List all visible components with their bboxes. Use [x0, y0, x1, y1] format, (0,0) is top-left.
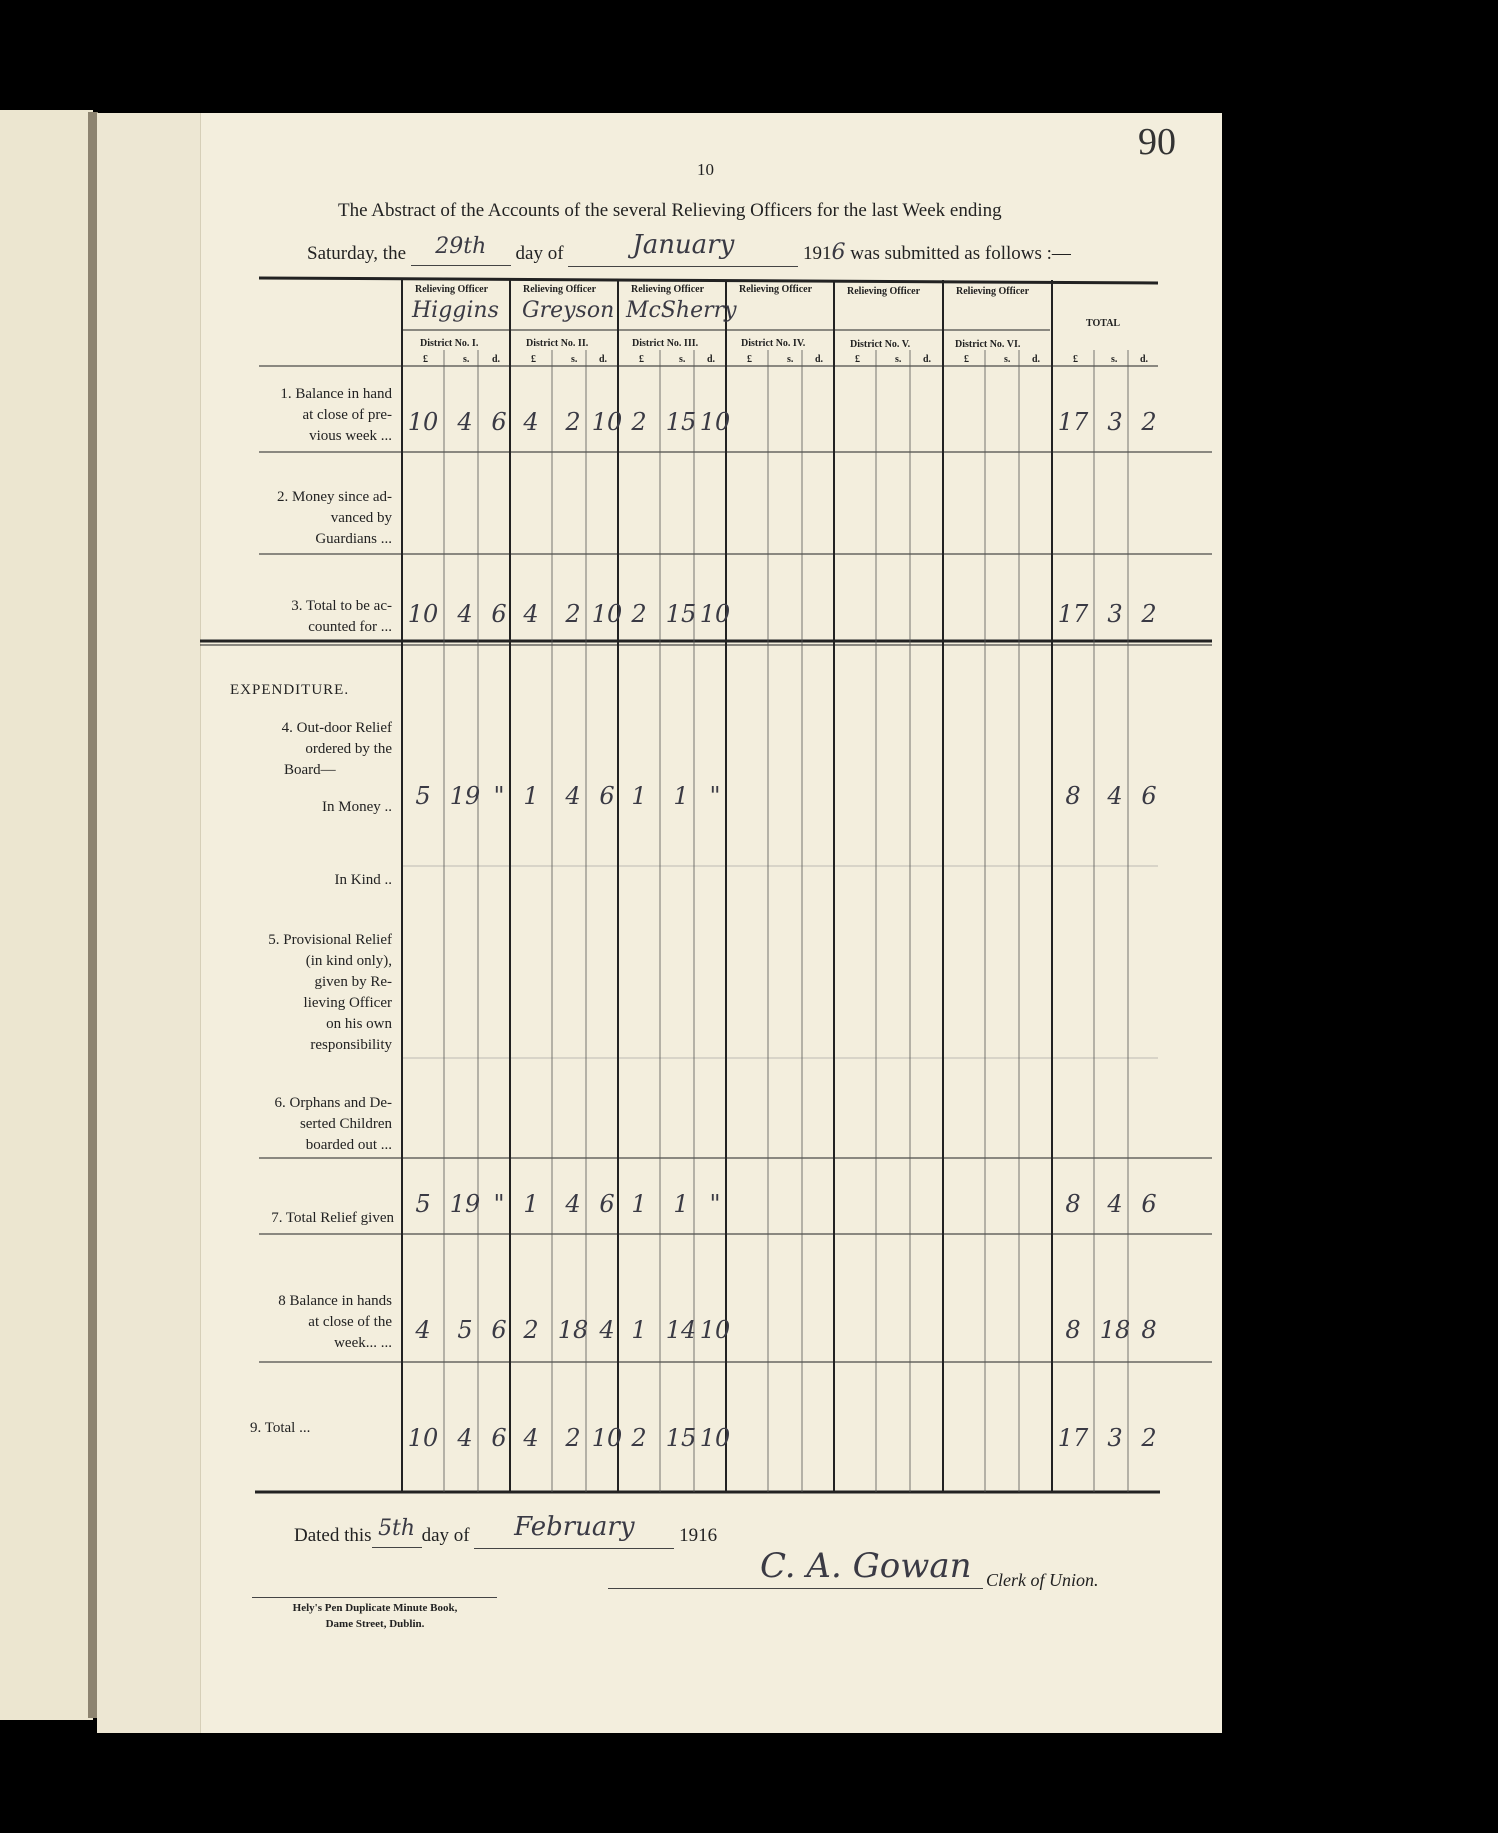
row5-label-line6: responsibility — [310, 1037, 392, 1053]
cell-row10-col3-pounds: 1 — [631, 1316, 647, 1344]
cell-row3-col2-shillings: 2 — [565, 600, 581, 628]
cell-row11-col3-shillings: 15 — [665, 1424, 697, 1452]
cell-row10-col2-shillings: 18 — [557, 1316, 589, 1344]
row2-label-line2: vanced by — [330, 510, 392, 526]
cell-row11-col3-pence: 10 — [699, 1424, 731, 1452]
col2-officer-label: Relieving Officer — [523, 284, 597, 295]
cell-row9-col2-pence: 6 — [599, 1190, 615, 1218]
col2-officer-name: Greyson — [522, 298, 615, 323]
cell-row3-col3-pence: 10 — [699, 600, 731, 628]
cell-row10-col3-pence: 10 — [699, 1316, 731, 1344]
col6-pounds: £ — [964, 354, 969, 365]
row3-label-line2: counted for ... — [308, 619, 392, 635]
col6-pence: d. — [1032, 354, 1041, 365]
signature-line — [608, 1588, 983, 1589]
row2-label-line3: Guardians ... — [315, 531, 392, 547]
dated-label: Dated this — [294, 1525, 372, 1546]
cell-row5-total-shillings: 4 — [1107, 782, 1123, 810]
cell-row5-col1-shillings: 19 — [449, 782, 481, 810]
cell-row3-col3-pounds: 2 — [631, 600, 647, 628]
cell-row5-col2-shillings: 4 — [565, 782, 581, 810]
cell-row3-col1-pounds: 10 — [407, 600, 439, 628]
col5-district: District No. V. — [850, 339, 911, 350]
cell-row1-col2-shillings: 2 — [565, 408, 581, 436]
row4-label-line2: ordered by the — [305, 741, 392, 757]
col4-officer-label: Relieving Officer — [739, 284, 813, 295]
dated-month-value: February — [514, 1512, 635, 1542]
cell-row1-col1-pence: 6 — [491, 408, 507, 436]
dated-year: 1916 — [679, 1525, 718, 1546]
cell-row9-total-shillings: 4 — [1107, 1190, 1123, 1218]
cell-row11-col1-shillings: 4 — [457, 1424, 473, 1452]
col3-pounds: £ — [639, 354, 644, 365]
col6-shillings: s. — [1004, 354, 1011, 365]
dated-day-value: 5th — [378, 1516, 416, 1541]
row5-label-line3: given by Re- — [314, 974, 392, 990]
col2-pounds: £ — [531, 354, 536, 365]
cell-row11-col2-pence: 10 — [591, 1424, 623, 1452]
col5-officer-label: Relieving Officer — [847, 286, 921, 297]
cell-row10-col3-shillings: 14 — [665, 1316, 697, 1344]
col1-officer-label: Relieving Officer — [415, 284, 489, 295]
cell-row1-col1-shillings: 4 — [457, 408, 473, 436]
dated-line — [294, 1512, 718, 1549]
cell-row9-col2-pounds: 1 — [523, 1190, 539, 1218]
col2-pence: d. — [599, 354, 608, 365]
row6-label-line3: boarded out ... — [305, 1137, 392, 1153]
row8-label-line2: at close of the — [308, 1314, 392, 1330]
cell-row1-col3-shillings: 15 — [665, 408, 697, 436]
cell-row5-col3-shillings: 1 — [673, 782, 689, 810]
col3-officer-name: McSherry — [626, 298, 737, 323]
cell-row1-col2-pence: 10 — [591, 408, 623, 436]
row3-label-line1: 3. Total to be ac- — [291, 598, 392, 614]
col5-pence: d. — [923, 354, 932, 365]
cell-row11-col3-pounds: 2 — [631, 1424, 647, 1452]
col4-pence: d. — [815, 354, 824, 365]
day-value: 29th — [435, 234, 487, 259]
row4-label — [230, 718, 392, 781]
cell-row11-col1-pounds: 10 — [407, 1424, 439, 1452]
expenditure-heading: EXPENDITURE. — [230, 682, 350, 698]
cell-row1-col1-pounds: 10 — [407, 408, 439, 436]
cell-row9-col1-pounds: 5 — [415, 1190, 431, 1218]
submitted-label: was submitted as follows :— — [850, 243, 1071, 264]
cell-row11-total-pounds: 17 — [1057, 1424, 1089, 1452]
row4-label-line3: Board— — [284, 762, 336, 778]
col3-officer-label: Relieving Officer — [631, 284, 705, 295]
row4-kind-label: In Kind .. — [334, 872, 392, 888]
row5-label-line1: 5. Provisional Relief — [268, 932, 392, 948]
year-prefix: 191 — [803, 243, 832, 264]
col4-pounds: £ — [747, 354, 752, 365]
row8-label-line3: week... ... — [334, 1335, 392, 1351]
row6-label-line1: 6. Orphans and De- — [274, 1095, 392, 1111]
cell-row3-col2-pounds: 4 — [523, 600, 539, 628]
col1-pence: d. — [492, 354, 501, 365]
col6-officer-label: Relieving Officer — [956, 286, 1030, 297]
row9-label: 9. Total ... — [250, 1420, 311, 1436]
total-shillings: s. — [1111, 354, 1118, 365]
col1-pounds: £ — [423, 354, 428, 365]
cell-row10-col2-pence: 4 — [599, 1316, 615, 1344]
cell-row3-total-pounds: 17 — [1057, 600, 1089, 628]
cell-row1-total-pounds: 17 — [1057, 408, 1089, 436]
row6-label — [230, 1093, 392, 1156]
total-pence: d. — [1140, 354, 1149, 365]
cell-row9-col3-pence: " — [709, 1190, 721, 1218]
col4-district: District No. IV. — [741, 338, 806, 349]
cell-row10-col2-pounds: 2 — [523, 1316, 539, 1344]
cell-row5-col1-pounds: 5 — [415, 782, 431, 810]
dated-day-field — [372, 1516, 422, 1548]
col5-pounds: £ — [855, 354, 860, 365]
col6-district: District No. VI. — [955, 339, 1021, 350]
year-digit: 6 — [831, 240, 846, 265]
cell-row9-col3-pounds: 1 — [631, 1190, 647, 1218]
cell-row10-col1-pence: 6 — [491, 1316, 507, 1344]
dated-month-field — [474, 1512, 674, 1549]
cell-row1-total-shillings: 3 — [1107, 408, 1123, 436]
cell-row11-col2-pounds: 4 — [523, 1424, 539, 1452]
cell-row5-total-pence: 6 — [1141, 782, 1157, 810]
cell-row9-col1-shillings: 19 — [449, 1190, 481, 1218]
col1-district: District No. I. — [420, 338, 479, 349]
day-of-label: day of — [515, 243, 564, 264]
cell-row9-col1-pence: " — [493, 1190, 505, 1218]
col3-shillings: s. — [679, 354, 686, 365]
cell-row5-total-pounds: 8 — [1065, 782, 1081, 810]
cell-row11-col2-shillings: 2 — [565, 1424, 581, 1452]
cell-row5-col2-pence: 6 — [599, 782, 615, 810]
col3-district: District No. III. — [632, 338, 699, 349]
row5-label-line4: lieving Officer — [303, 995, 392, 1011]
dated-day-of: day of — [421, 1525, 470, 1546]
cell-row9-col3-shillings: 1 — [673, 1190, 689, 1218]
cell-row1-total-pence: 2 — [1141, 408, 1157, 436]
saturday-label: Saturday, the — [307, 243, 407, 264]
row6-label-line2: serted Children — [299, 1116, 392, 1132]
folio-number: 90 — [1138, 121, 1176, 163]
cell-row3-col3-shillings: 15 — [665, 600, 697, 628]
cell-row9-col2-shillings: 4 — [565, 1190, 581, 1218]
printer-imprint — [250, 1600, 500, 1632]
row5-label — [230, 930, 392, 1056]
row5-label-line2: (in kind only), — [305, 953, 392, 969]
col2-district: District No. II. — [526, 338, 589, 349]
cell-row3-col1-shillings: 4 — [457, 600, 473, 628]
cell-row3-total-shillings: 3 — [1107, 600, 1123, 628]
cell-row10-total-shillings: 18 — [1099, 1316, 1131, 1344]
row5-label-line5: on his own — [326, 1016, 392, 1032]
row3-label — [230, 596, 392, 638]
cell-row9-total-pounds: 8 — [1065, 1190, 1081, 1218]
cell-row10-col1-shillings: 5 — [457, 1316, 473, 1344]
col2-shillings: s. — [571, 354, 578, 365]
row2-label — [230, 487, 392, 550]
row1-label-line3: vious week ... — [309, 428, 392, 444]
heading-line-1: The Abstract of the Accounts of the several Relieving Officers for the last Week ending — [338, 200, 1002, 221]
cell-row5-col3-pence: " — [709, 782, 721, 810]
cell-row5-col3-pounds: 1 — [631, 782, 647, 810]
cell-row11-total-pence: 2 — [1141, 1424, 1157, 1452]
row4-label-line1: 4. Out-door Relief — [281, 720, 392, 736]
printer-line1: Hely's Pen Duplicate Minute Book, — [292, 1602, 458, 1614]
cell-row1-col3-pence: 10 — [699, 408, 731, 436]
col1-shillings: s. — [463, 354, 470, 365]
cell-row5-col2-pounds: 1 — [523, 782, 539, 810]
cell-row3-col1-pence: 6 — [491, 600, 507, 628]
cell-row3-total-pence: 2 — [1141, 600, 1157, 628]
cell-row10-col1-pounds: 4 — [415, 1316, 431, 1344]
row1-label-line2: at close of pre- — [302, 407, 392, 423]
cell-row10-total-pence: 8 — [1141, 1316, 1157, 1344]
total-header: TOTAL — [1086, 318, 1121, 329]
row1-label — [230, 384, 392, 447]
clerk-signature: C. A. Gowan — [760, 1546, 972, 1586]
col5-shillings: s. — [895, 354, 902, 365]
cell-row1-col2-pounds: 4 — [523, 408, 539, 436]
printer-line2: Dame Street, Dublin. — [325, 1618, 425, 1630]
col3-pence: d. — [707, 354, 716, 365]
cell-row3-col2-pence: 10 — [591, 600, 623, 628]
row8-label — [230, 1291, 392, 1354]
printer-rule — [252, 1597, 497, 1598]
clerk-of-union-label: Clerk of Union. — [986, 1570, 1099, 1590]
row7-label: 7. Total Relief given — [271, 1210, 394, 1226]
cell-row10-total-pounds: 8 — [1065, 1316, 1081, 1344]
row2-label-line1: 2. Money since ad- — [277, 489, 392, 505]
cell-row5-col1-pence: " — [493, 782, 505, 810]
total-pounds: £ — [1073, 354, 1078, 365]
cell-row1-col3-pounds: 2 — [631, 408, 647, 436]
cell-row9-total-pence: 6 — [1141, 1190, 1157, 1218]
page-number: 10 — [697, 160, 714, 179]
cell-row11-total-shillings: 3 — [1107, 1424, 1123, 1452]
row1-label-line1: 1. Balance in hand — [280, 386, 392, 402]
row4-money-label: In Money .. — [322, 799, 392, 815]
col1-officer-name: Higgins — [412, 298, 499, 323]
cell-row11-col1-pence: 6 — [491, 1424, 507, 1452]
row8-label-line1: 8 Balance in hands — [278, 1293, 392, 1309]
month-value: January — [632, 230, 735, 260]
col4-shillings: s. — [787, 354, 794, 365]
